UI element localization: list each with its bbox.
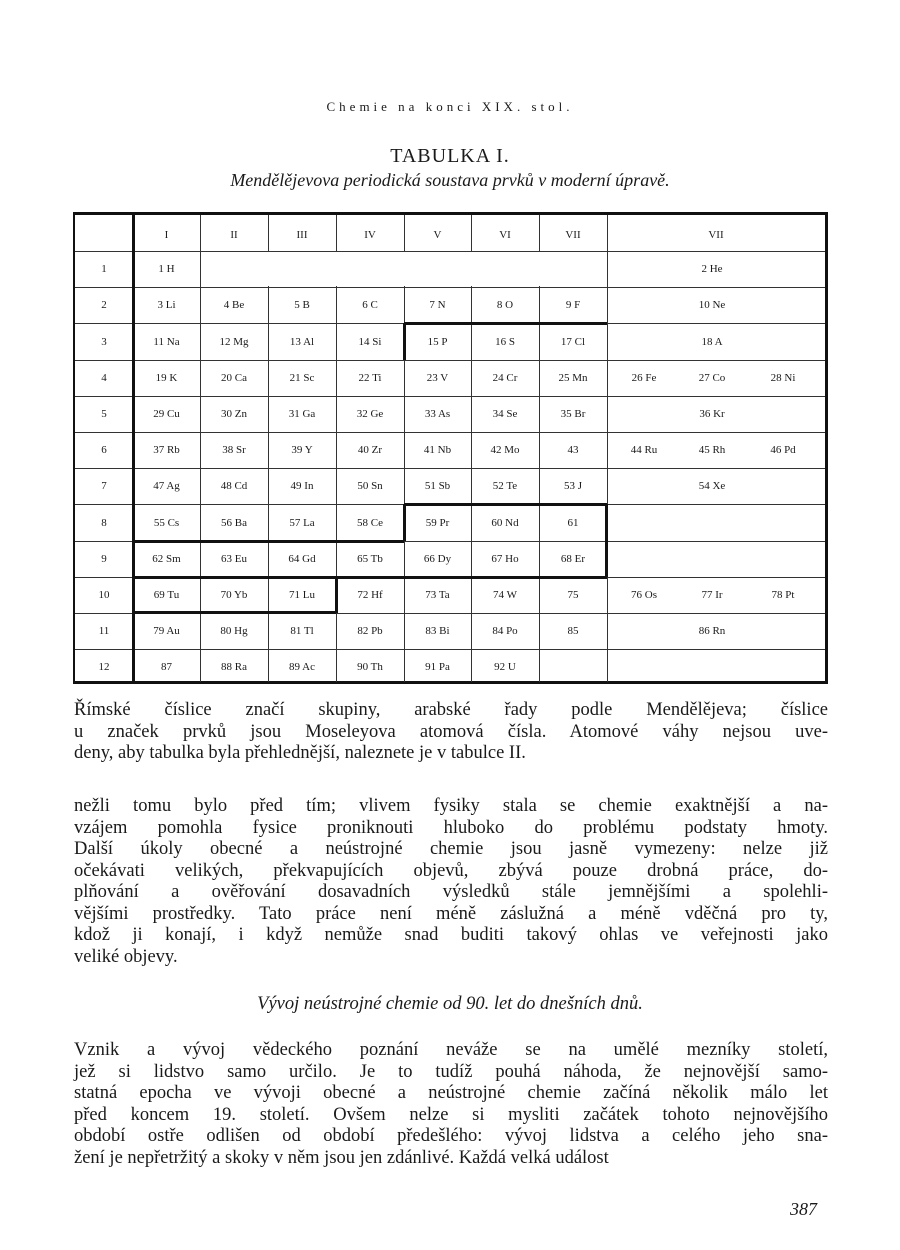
element-cell: 67 Ho: [491, 552, 519, 565]
element-cell: 89 Ac: [289, 661, 315, 674]
element-cell: 71 Lu: [289, 588, 315, 601]
row-number: 5: [101, 407, 107, 420]
body-paragraph-2: [74, 1040, 828, 1169]
element-cell: 59 Pr: [425, 516, 450, 529]
transition-cell: 78 Pt: [771, 588, 795, 601]
group-header: I: [164, 229, 169, 241]
element-cell: 50 Sn: [357, 480, 383, 493]
text-line: jež si lidstvo samo určilo. Je to tudíž pouhá náhoda, že nejnovější samo-: [74, 1061, 828, 1082]
element-cell: 11 Na: [153, 335, 180, 348]
transition-cell: 46 Pd: [770, 444, 796, 457]
group-header: II: [230, 229, 238, 241]
element-cell: 65 Tb: [357, 552, 383, 565]
element-cell: 1 H: [158, 263, 175, 276]
element-cell: 55 Cs: [153, 516, 180, 529]
row-number: 6: [101, 444, 107, 457]
row-number: 12: [98, 661, 110, 674]
lanthanide-bottom: [133, 576, 607, 579]
row-rule: [75, 649, 825, 650]
transition-cell: 10 Ne: [698, 299, 726, 312]
text-line: žení je nepřetržitý a skoky v něm jsou jen zdánlivé. Každá velká událost: [74, 1147, 609, 1168]
lanthanide-left: [132, 541, 135, 613]
element-cell: 85: [567, 625, 579, 638]
element-cell: 56 Ba: [221, 516, 247, 529]
element-cell: 21 Sc: [289, 371, 315, 384]
group-header: V: [433, 229, 442, 241]
element-cell: 87: [161, 661, 172, 674]
text-line: Vznik a vývoj vědeckého poznání neváže se na umělé mezníky století,: [74, 1040, 828, 1060]
text-line: plňování a ověřování dosavadních výsledků stále jemnějšími a spolehli-: [74, 882, 828, 902]
element-cell: 15 P: [427, 335, 448, 348]
element-cell: 91 Pa: [425, 661, 450, 674]
element-cell: 31 Ga: [288, 407, 316, 420]
element-cell: 5 B: [294, 299, 310, 312]
row-number: 11: [98, 625, 110, 638]
element-cell: 90 Th: [357, 661, 383, 674]
transition-cell: 18 A: [701, 335, 723, 348]
row-number: 4: [101, 371, 107, 384]
row-number: 2: [101, 299, 107, 312]
transition-cell: 27 Co: [698, 371, 726, 384]
row-rule: [75, 468, 825, 469]
element-cell: 74 W: [493, 588, 517, 601]
group-header: IV: [364, 229, 376, 241]
element-cell: 68 Er: [560, 552, 586, 565]
element-cell: 6 C: [362, 299, 378, 312]
lanthanide-tail-side: [335, 577, 338, 613]
row-rule: [75, 287, 825, 288]
element-cell: 37 Rb: [153, 444, 180, 457]
element-cell: 32 Ge: [356, 407, 384, 420]
element-cell: 48 Cd: [220, 480, 248, 493]
element-cell: 17 Cl: [560, 335, 586, 348]
element-cell: 64 Gd: [288, 552, 316, 565]
text-line: před koncem 19. století. Ovšem nelze si mysliti začátek tohoto nejnovějšího: [74, 1104, 828, 1125]
element-cell: 43: [567, 444, 579, 457]
page-number: 387: [790, 1199, 817, 1219]
element-cell: 84 Po: [492, 625, 518, 638]
element-cell: 35 Br: [560, 407, 586, 420]
element-cell: 12 Mg: [219, 335, 249, 348]
lanthanide-right: [605, 504, 608, 576]
element-cell: 61: [567, 516, 579, 529]
transition-cell: 28 Ni: [770, 371, 796, 384]
row-1-blank: [201, 252, 607, 286]
element-cell: 42 Mo: [490, 444, 520, 457]
transition-cell: 26 Fe: [631, 371, 657, 384]
element-cell: 29 Cu: [153, 407, 180, 420]
column-rule: [607, 215, 608, 682]
running-head: Chemie na konci XIX. stol.: [326, 99, 574, 114]
element-cell: 3 Li: [157, 299, 176, 312]
group-header: III: [296, 229, 308, 241]
element-cell: 34 Se: [492, 407, 518, 420]
lanthanide-side: [403, 504, 406, 540]
lanthanide-top: [404, 503, 607, 506]
table-caption: TABULKA I.: [390, 145, 510, 167]
transition-cell: 45 Rh: [698, 444, 726, 457]
transition-cell: 77 Ir: [701, 588, 723, 601]
element-cell: 16 S: [495, 335, 515, 348]
row-rule: [75, 396, 825, 397]
section-title: Vývoj neústrojné chemie od 90. let do dnešních dnů.: [257, 994, 643, 1014]
row-number: 10: [98, 588, 110, 601]
text-line: vějšími prostředky. Tato práce není méně záslužná a méně vděčná pro ty,: [74, 903, 828, 924]
transition-cell: 76 Os: [631, 588, 657, 601]
row-number: 8: [101, 516, 107, 529]
transition-cell: 2 He: [701, 263, 723, 276]
element-cell: 38 Sr: [222, 444, 246, 457]
group-header: VI: [499, 229, 511, 241]
element-cell: 14 Si: [358, 335, 382, 348]
row-rule: [75, 432, 825, 433]
element-cell: 19 K: [155, 371, 178, 384]
element-cell: 57 La: [289, 516, 315, 529]
row-number: 7: [101, 480, 107, 493]
element-cell: 23 V: [426, 371, 449, 384]
element-cell: 83 Bi: [425, 625, 450, 638]
row-number: 9: [101, 552, 107, 565]
element-cell: 20 Ca: [221, 371, 247, 384]
element-cell: 70 Yb: [220, 588, 248, 601]
text-line: u značek prvků jsou Moseleyova atomová čísla. Atomové váhy nejsou uve-: [74, 721, 828, 742]
text-line: vzájem pomohla fysice proniknouti hluboko do problému podstaty hmoty.: [74, 817, 828, 838]
element-cell: 22 Ti: [358, 371, 382, 384]
periodic-table: [73, 212, 828, 684]
group-header: VII: [708, 229, 724, 241]
element-cell: 52 Te: [492, 480, 518, 493]
element-cell: 60 Nd: [491, 516, 519, 529]
element-cell: 92 U: [494, 661, 516, 674]
step-line: [404, 322, 607, 325]
element-cell: 73 Ta: [425, 588, 450, 601]
element-cell: 88 Ra: [221, 661, 247, 674]
transition-cell: 36 Kr: [699, 407, 725, 420]
transition-cell: 54 Xe: [698, 480, 726, 493]
element-cell: 58 Ce: [357, 516, 383, 529]
element-cell: 51 Sb: [424, 480, 451, 493]
text-line: kdož ji konají, i když nemůže snad buditi takový ohlas ve veřejnosti jako: [74, 925, 828, 945]
body-paragraph-1: [74, 796, 828, 968]
text-line: období ostře odlišen od období předešlého: vývoj lidstva a celého jeho sna-: [74, 1126, 828, 1146]
text-line: Římské číslice značí skupiny, arabské řady podle Mendělějeva; číslice: [74, 700, 828, 720]
element-cell: 80 Hg: [220, 625, 248, 638]
text-line: Další úkoly obecné a neústrojné chemie jsou jasně vymezeny: nelze již: [74, 839, 828, 859]
text-line: deny, aby tabulka byla přehlednější, naleznete je v tabulce II.: [74, 743, 526, 763]
lanthanide-tail: [133, 611, 336, 614]
element-cell: 33 As: [424, 407, 451, 420]
element-cell: 72 Hf: [357, 588, 383, 601]
text-line: nežli tomu bylo před tím; vlivem fysiky stala se chemie exaktnější a na-: [74, 796, 828, 816]
element-cell: 40 Zr: [357, 444, 383, 457]
element-cell: 82 Pb: [357, 625, 383, 638]
element-cell: 47 Ag: [153, 480, 180, 493]
element-cell: 62 Sm: [152, 552, 181, 565]
element-cell: 81 Tl: [290, 625, 314, 638]
element-cell: 75: [567, 588, 579, 601]
element-cell: 13 Al: [289, 335, 315, 348]
lanthanide-mid: [133, 540, 404, 543]
group-header: VII: [565, 229, 581, 241]
element-cell: 63 Eu: [221, 552, 247, 565]
element-cell: 79 Au: [153, 625, 180, 638]
row-number: 1: [101, 263, 107, 276]
table-subtitle: Mendělějevova periodická soustava prvků v moderní úpravě.: [230, 170, 670, 190]
element-cell: 30 Zn: [221, 407, 247, 420]
element-cell: 53 J: [563, 480, 583, 493]
element-cell: 41 Nb: [423, 444, 452, 457]
element-cell: 25 Mn: [558, 371, 588, 384]
text-line: veliké objevy.: [74, 946, 178, 967]
row-rule: [75, 360, 825, 361]
element-cell: 24 Cr: [492, 371, 518, 384]
element-cell: 7 N: [429, 299, 446, 312]
transition-cell: 44 Ru: [630, 444, 658, 457]
row-number: 3: [101, 335, 107, 348]
note-paragraph: [74, 700, 828, 765]
element-cell: 49 In: [290, 480, 314, 493]
step-line: [403, 323, 406, 359]
element-cell: 69 Tu: [153, 588, 180, 601]
text-line: očekávati velikých, překvapujících objevů, zbývá pouze drobná práce, do-: [74, 860, 828, 881]
element-cell: 39 Y: [291, 444, 313, 457]
element-cell: 9 F: [565, 299, 581, 312]
element-cell: 4 Be: [223, 299, 245, 312]
element-cell: 66 Dy: [423, 552, 452, 565]
transition-cell: 86 Rn: [698, 625, 726, 638]
element-cell: 8 O: [496, 299, 514, 312]
text-line: statná epocha ve vývoji obecné a neústrojné chemie začíná několik málo let: [74, 1083, 828, 1103]
